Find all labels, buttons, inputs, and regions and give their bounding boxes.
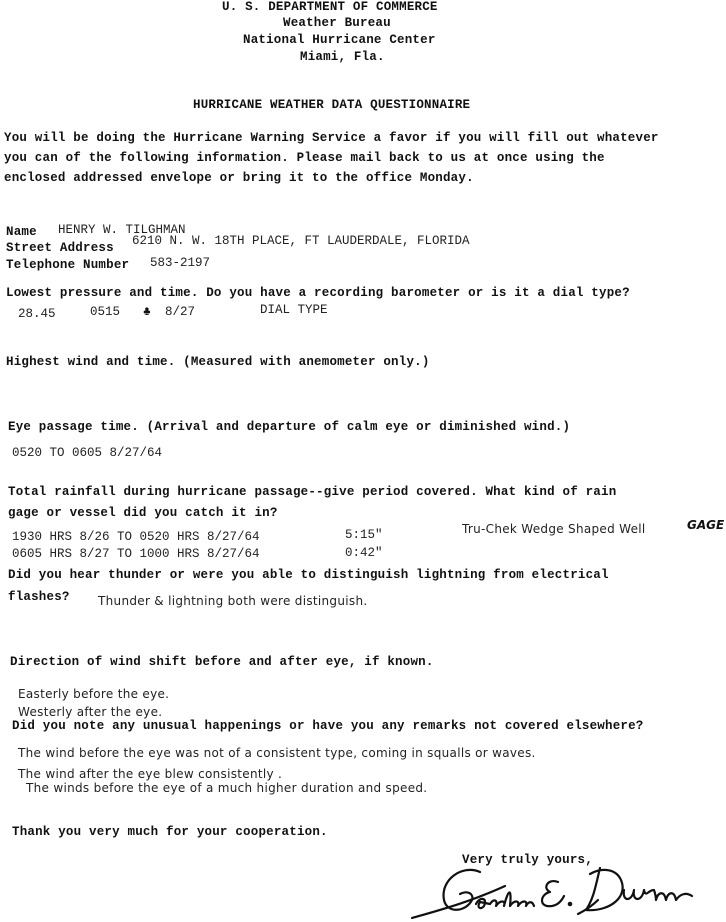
remarks-answer-1: The wind before the eye was not of a consistent type, coming in squalls or waves. <box>18 746 536 760</box>
name-label: Name <box>6 225 37 239</box>
name-value: HENRY W. TILGHMAN <box>58 223 186 237</box>
signature-image <box>410 860 710 922</box>
page-title: HURRICANE WEATHER DATA QUESTIONNAIRE <box>193 98 471 112</box>
eye-answer: 0520 TO 0605 8/27/64 <box>12 446 163 460</box>
header-center: National Hurricane Center <box>243 33 436 47</box>
rainfall-question-1: Total rainfall during hurricane passage--give period covered. What kind of rain <box>8 485 617 499</box>
rain-gage-word: GAGE <box>687 518 725 532</box>
eye-question: Eye passage time. (Arrival and departure of calm eye or diminished wind.) <box>8 420 571 434</box>
intro-line-3: enclosed addressed envelope or bring it to the office Monday. <box>4 171 474 185</box>
thunder-answer: Thunder & lightning both were distinguish. <box>98 594 368 608</box>
thunder-question-2: flashes? <box>8 590 70 604</box>
address-label: Street Address <box>6 241 114 255</box>
intro-line-1: You will be doing the Hurricane Warning Service a favor if you will fill out whatever <box>4 131 659 145</box>
valediction: Very truly yours, <box>462 853 593 867</box>
rainfall-amount-2: 0:42" <box>345 546 383 560</box>
rainfall-amount-1: 5:15" <box>345 528 383 542</box>
wind-shift-question: Direction of wind shift before and after eye, if known. <box>10 655 434 669</box>
header-location: Miami, Fla. <box>300 50 385 64</box>
wind-shift-answer-2: Westerly after the eye. <box>18 705 163 719</box>
ink-mark-icon: ♣ <box>143 304 151 319</box>
intro-line-2: you can of the following information. Please mail back to us at once using the <box>4 151 605 165</box>
rainfall-period-1: 1930 HRS 8/26 TO 0520 HRS 8/27/64 <box>12 530 260 544</box>
pressure-question: Lowest pressure and time. Do you have a recording barometer or is it a dial type? <box>6 286 630 300</box>
remarks-answer-3: The winds before the eye of a much higher duration and speed. <box>26 781 428 795</box>
header-department: U. S. DEPARTMENT OF COMMERCE <box>222 0 438 14</box>
barometer-type: DIAL TYPE <box>260 303 328 317</box>
remarks-answer-2: The wind after the eye blew consistently . <box>18 767 283 781</box>
header-bureau: Weather Bureau <box>283 16 391 30</box>
wind-shift-answer-1: Easterly before the eye. <box>18 687 170 701</box>
wind-question: Highest wind and time. (Measured with anemometer only.) <box>6 355 430 369</box>
remarks-question: Did you note any unusual happenings or have you any remarks not covered elsewhere? <box>12 719 644 733</box>
thunder-question-1: Did you hear thunder or were you able to distinguish lightning from electrical <box>8 568 609 582</box>
rainfall-question-2: gage or vessel did you catch it in? <box>8 506 278 520</box>
pressure-reading: 28.45 <box>18 307 56 321</box>
phone-label: Telephone Number <box>6 258 130 272</box>
pressure-date: 8/27 <box>165 305 196 319</box>
thanks-line: Thank you very much for your cooperation. <box>12 825 328 839</box>
rain-gage-type: Tru-Chek Wedge Shaped Well <box>462 522 646 536</box>
pressure-time: 0515 <box>90 305 121 319</box>
rainfall-period-2: 0605 HRS 8/27 TO 1000 HRS 8/27/64 <box>12 547 260 561</box>
phone-value: 583-2197 <box>150 256 211 270</box>
address-value: 6210 N. W. 18TH PLACE, FT LAUDERDALE, FLORIDA <box>132 234 470 248</box>
